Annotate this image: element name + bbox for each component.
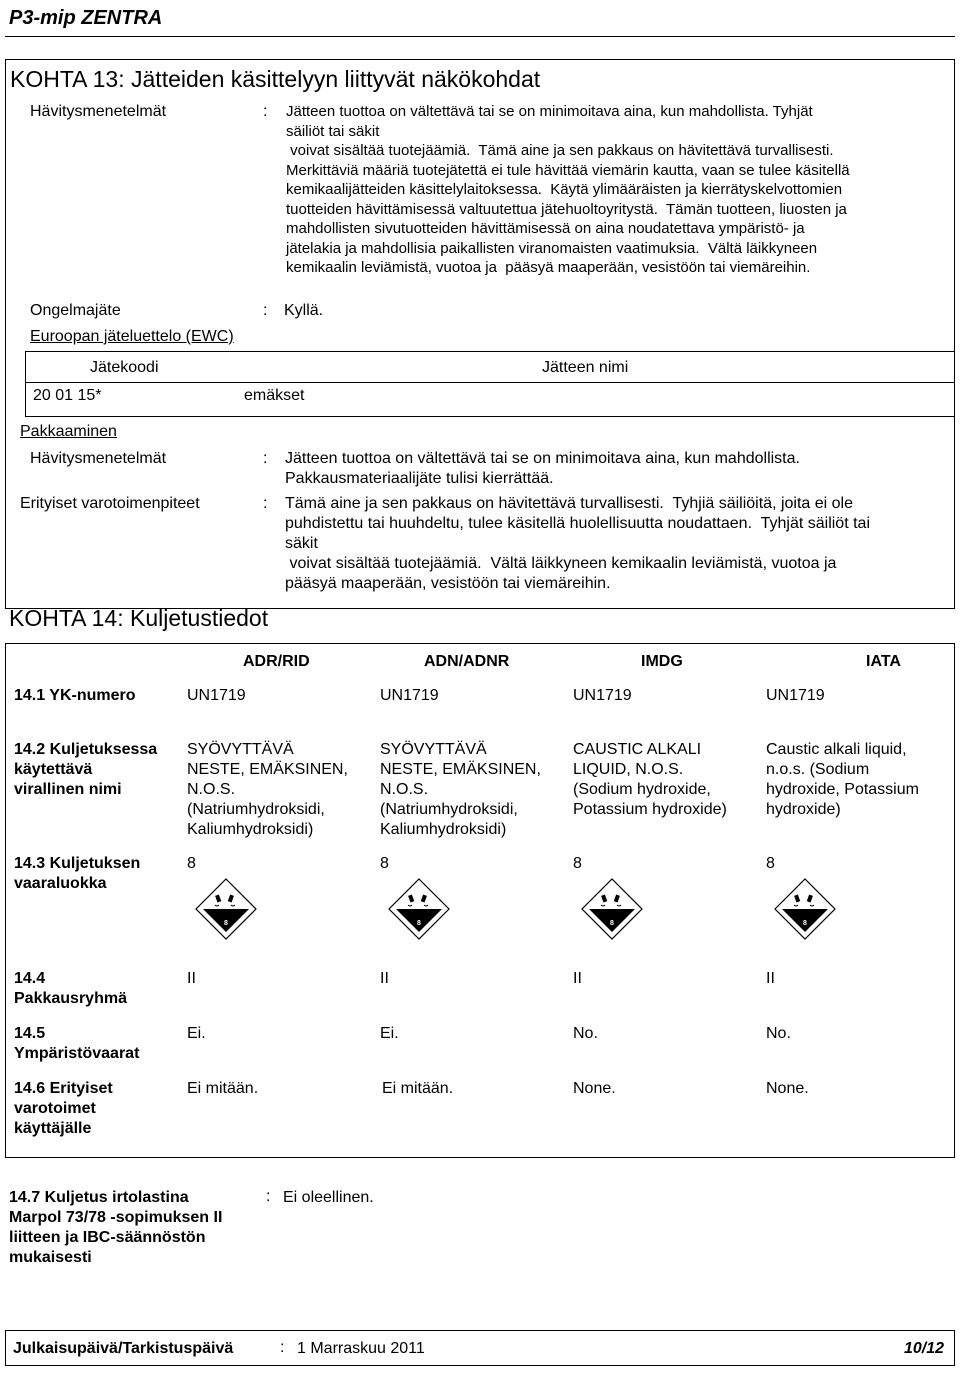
- hazardous-waste-label: Ongelmajäte: [30, 302, 121, 319]
- text-line: kemikaalin leviämistä, vuotoa ja pääsyä maaperään, vesistöön tai viemäreihin.: [286, 259, 811, 276]
- text-line: Tämä aine ja sen pakkaus on hävitettävä turvallisesti. Tyhjiä säiliöitä, joita ei ole: [285, 495, 854, 512]
- un-number-adn: UN1719: [380, 687, 439, 704]
- hazardous-waste-value: Kyllä.: [284, 302, 324, 319]
- label-line: 14.6 Erityiset: [14, 1080, 113, 1097]
- packing-group-iata: II: [766, 970, 775, 987]
- hazard-class-adr: 8: [187, 855, 196, 872]
- row-label-env-hazards: [14, 1024, 139, 1064]
- pictogram-number: 8: [224, 920, 228, 927]
- text-line: voivat sisältää tuotejäämiä. Tämä aine ja sen pakkaus on hävitettävä turvallisesti.: [286, 142, 834, 159]
- value-line: N.O.S.: [187, 781, 236, 798]
- row-label-un-number: 14.1 YK-numero: [14, 687, 136, 704]
- special-precautions-text: [285, 494, 950, 594]
- shipping-name-iata: [766, 740, 919, 820]
- disposal-methods-text: [286, 102, 956, 278]
- ewc-col-name: Jätteen nimi: [542, 359, 629, 376]
- page-number: 10/12: [904, 1340, 945, 1357]
- value-line: LIQUID, N.O.S.: [573, 761, 684, 778]
- text-line: jätelakia ja mahdollisia paikallisten viranomaisten vaatimuksia. Vältä läikkyneen: [286, 239, 818, 257]
- text-line: Pakkausmateriaalijäte tulisi kierrättää.: [285, 470, 554, 487]
- value-line: NESTE, EMÄKSINEN,: [187, 761, 348, 778]
- pictogram-number: 8: [417, 920, 421, 927]
- colon: :: [263, 450, 268, 467]
- ewc-row-name: emäkset: [244, 387, 305, 404]
- ewc-label: Euroopan jäteluettelo (EWC): [30, 328, 234, 345]
- text-line: kemikaalijätteiden käsittelylaitoksessa. Käytä ylimääräisten ja kierrätyskelvottomien: [286, 181, 843, 198]
- shipping-name-adr: [187, 740, 348, 840]
- text-line: mahdollisten sivutuotteiden hävittämisessä on aina noudatettava ympäristö- ja: [286, 220, 805, 237]
- label-line: mukaisesti: [9, 1249, 92, 1266]
- shipping-name-imdg: [573, 740, 727, 820]
- text-line: puhdistettu tai huuhdeltu, tulee käsitellä huolellisuutta noudattaen. Tyhjät säiliöt tai: [285, 515, 870, 532]
- hazard-class-adn: 8: [380, 855, 389, 872]
- bulk-transport-value: Ei oleellinen.: [283, 1189, 374, 1206]
- text-line: tuotteiden hävittämisessä valtuutettua jätehuoltoyritystä. Tämän tuotteen, liuosten ja: [286, 200, 847, 218]
- label-line: liitteen ja IBC-säännöstön: [9, 1229, 206, 1246]
- value-line: N.O.S.: [380, 781, 429, 798]
- header-adn-adnr: ADN/ADNR: [424, 653, 510, 670]
- value-line: SYÖVYTTÄVÄ: [380, 741, 487, 758]
- label-line: Marpol 73/78 -sopimuksen II: [9, 1209, 223, 1226]
- label-line: 14.4: [14, 970, 46, 987]
- footer-date-value: 1 Marraskuu 2011: [297, 1340, 425, 1357]
- label-line: Ympäristövaarat: [14, 1045, 140, 1062]
- colon: :: [280, 1339, 285, 1356]
- row-label-packing-group: [14, 969, 127, 1009]
- label-line: 14.7 Kuljetus irtolastina: [9, 1189, 189, 1206]
- section-13-title: KOHTA 13: Jätteiden käsittelyyn liittyvät näkökohdat: [10, 66, 541, 92]
- ewc-col-code: Jätekoodi: [90, 359, 159, 376]
- env-hazards-iata: No.: [766, 1025, 791, 1042]
- text-line: Merkittäviä määriä tuotejätettä ei tule hävittää viemärin kautta, vaan se tulee käsitellä: [286, 161, 850, 179]
- label-line: varotoimet: [14, 1100, 96, 1117]
- pictogram-number: 8: [803, 920, 807, 927]
- un-number-adr: UN1719: [187, 687, 246, 704]
- value-line: NESTE, EMÄKSINEN,: [380, 761, 541, 778]
- colon: :: [263, 103, 268, 120]
- text-line: Jätteen tuottoa on vältettävä tai se on minimoitava aina, kun mahdollista. Tyhjät: [286, 103, 813, 120]
- label-line: virallinen nimi: [14, 781, 122, 798]
- colon: :: [263, 495, 268, 512]
- header-adr-rid: ADR/RID: [243, 653, 310, 670]
- row-label-hazard-class: [14, 854, 140, 894]
- special-precautions-iata: None.: [766, 1080, 809, 1097]
- label-line: käyttäjälle: [14, 1120, 92, 1137]
- value-line: Kaliumhydroksidi): [380, 821, 507, 838]
- pack-disposal-text: [285, 449, 950, 489]
- row-label-shipping-name: [14, 740, 157, 800]
- bulk-transport-label: [9, 1188, 222, 1268]
- value-line: (Sodium hydroxide,: [573, 781, 711, 798]
- ewc-table-divider: [25, 382, 955, 383]
- corrosive-class-8-icon: [581, 878, 643, 940]
- text-line: säkit: [285, 535, 318, 552]
- label-line: käytettävä: [14, 761, 93, 778]
- value-line: Caustic alkali liquid,: [766, 741, 907, 758]
- label-line: vaaraluokka: [14, 875, 107, 892]
- colon: :: [263, 302, 268, 319]
- header-imdg: IMDG: [641, 653, 683, 670]
- special-precautions-adr: Ei mitään.: [187, 1080, 259, 1097]
- label-line: Pakkausryhmä: [14, 990, 127, 1007]
- un-number-iata: UN1719: [766, 687, 825, 704]
- value-line: (Natriumhydroksidi,: [380, 801, 518, 818]
- text-line: Jätteen tuottoa on vältettävä tai se on minimoitava aina, kun mahdollista.: [285, 450, 800, 467]
- pictogram-number: 8: [610, 920, 614, 927]
- corrosive-class-8-icon: [774, 878, 836, 940]
- value-line: hydroxide): [766, 801, 841, 818]
- text-line: pääsyä maaperään, vesistöön tai viemäreihin.: [285, 575, 611, 592]
- un-number-imdg: UN1719: [573, 687, 632, 704]
- special-precautions-label: Erityiset varotoimenpiteet: [20, 495, 200, 512]
- value-line: CAUSTIC ALKALI: [573, 741, 702, 758]
- text-line: säiliöt tai säkit: [286, 122, 380, 140]
- ewc-table: [25, 351, 955, 417]
- special-precautions-adn: Ei mitään.: [382, 1080, 454, 1097]
- header-iata: IATA: [866, 653, 901, 670]
- shipping-name-adn: [380, 740, 541, 840]
- value-line: SYÖVYTTÄVÄ: [187, 741, 294, 758]
- env-hazards-adn: Ei.: [380, 1025, 399, 1042]
- footer-date-label: Julkaisupäivä/Tarkistuspäivä: [13, 1340, 234, 1357]
- value-line: n.o.s. (Sodium: [766, 761, 870, 778]
- corrosive-class-8-icon: [195, 878, 257, 940]
- ewc-row-code: 20 01 15*: [33, 387, 102, 404]
- colon: :: [266, 1188, 271, 1205]
- label-line: 14.3 Kuljetuksen: [14, 855, 141, 872]
- value-line: hydroxide, Potassium: [766, 781, 919, 798]
- text-line: voivat sisältää tuotejäämiä. Vältä läikkyneen kemikaalin leviämistä, vuotoa ja: [285, 555, 837, 572]
- header-rule: [5, 36, 955, 37]
- packing-group-adn: II: [380, 970, 389, 987]
- label-line: 14.2 Kuljetuksessa: [14, 741, 158, 758]
- value-line: Kaliumhydroksidi): [187, 821, 314, 838]
- corrosive-class-8-icon: [388, 878, 450, 940]
- document-title: P3-mip ZENTRA: [9, 7, 163, 29]
- packing-group-imdg: II: [573, 970, 582, 987]
- env-hazards-adr: Ei.: [187, 1025, 206, 1042]
- section-14-title: KOHTA 14: Kuljetustiedot: [9, 605, 269, 631]
- hazard-class-iata: 8: [766, 855, 775, 872]
- special-precautions-imdg: None.: [573, 1080, 616, 1097]
- packaging-title: Pakkaaminen: [20, 423, 117, 440]
- row-label-special-precautions: [14, 1079, 113, 1139]
- packing-group-adr: II: [187, 970, 196, 987]
- env-hazards-imdg: No.: [573, 1025, 598, 1042]
- pack-disposal-label: Hävitysmenetelmät: [30, 450, 167, 467]
- value-line: (Natriumhydroksidi,: [187, 801, 325, 818]
- hazard-class-imdg: 8: [573, 855, 582, 872]
- label-line: 14.5: [14, 1025, 46, 1042]
- value-line: Potassium hydroxide): [573, 801, 727, 818]
- disposal-methods-label: Hävitysmenetelmät: [30, 103, 167, 120]
